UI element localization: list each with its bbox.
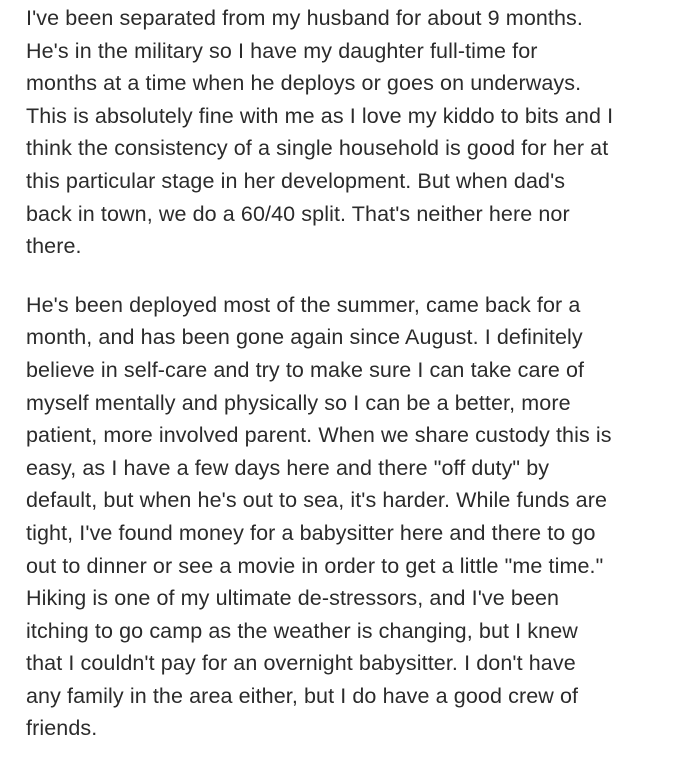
- text-line: He's in the military so I have my daughter full-time for: [26, 38, 538, 63]
- text-line: this particular stage in her development. But when dad's: [26, 168, 566, 193]
- text-line: This is absolutely fine with me as I love my kiddo to bits and I: [26, 103, 614, 128]
- text-line: patient, more involved parent. When we share custody this is: [26, 423, 612, 448]
- text-line: months at a time when he deploys or goes on underways.: [26, 71, 582, 96]
- text-line: I've been separated from my husband for about 9 months.: [26, 6, 583, 30]
- text-line: friends.: [26, 716, 98, 741]
- paragraph-1: [26, 2, 698, 263]
- text-line: back in town, we do a 60/40 split. That's neither here nor: [26, 201, 570, 226]
- text-line: default, but when he's out to sea, it's harder. While funds are: [26, 488, 608, 513]
- text-line: Hiking is one of my ultimate de-stressors, and I've been: [26, 586, 560, 611]
- text-line: He's been deployed most of the summer, came back for a: [26, 292, 581, 317]
- text-line: tight, I've found money for a babysitter here and there to go: [26, 520, 596, 545]
- text-line: itching to go camp as the weather is changing, but I knew: [26, 618, 578, 643]
- text-line: out to dinner or see a movie in order to get a little "me time.": [26, 553, 604, 578]
- text-line: month, and has been gone again since August. I definitely: [26, 325, 583, 350]
- text-line: myself mentally and physically so I can be a better, more: [26, 390, 571, 415]
- text-line: easy, as I have a few days here and there "off duty" by: [26, 455, 550, 480]
- text-line: there.: [26, 234, 82, 259]
- text-line: believe in self-care and try to make sure I can take care of: [26, 357, 585, 382]
- text-line: think the consistency of a single household is good for her at: [26, 136, 609, 161]
- text-line: any family in the area either, but I do have a good crew of: [26, 683, 579, 708]
- post-body: [26, 2, 698, 745]
- paragraph-2: [26, 289, 698, 745]
- text-line: that I couldn't pay for an overnight babysitter. I don't have: [26, 651, 576, 676]
